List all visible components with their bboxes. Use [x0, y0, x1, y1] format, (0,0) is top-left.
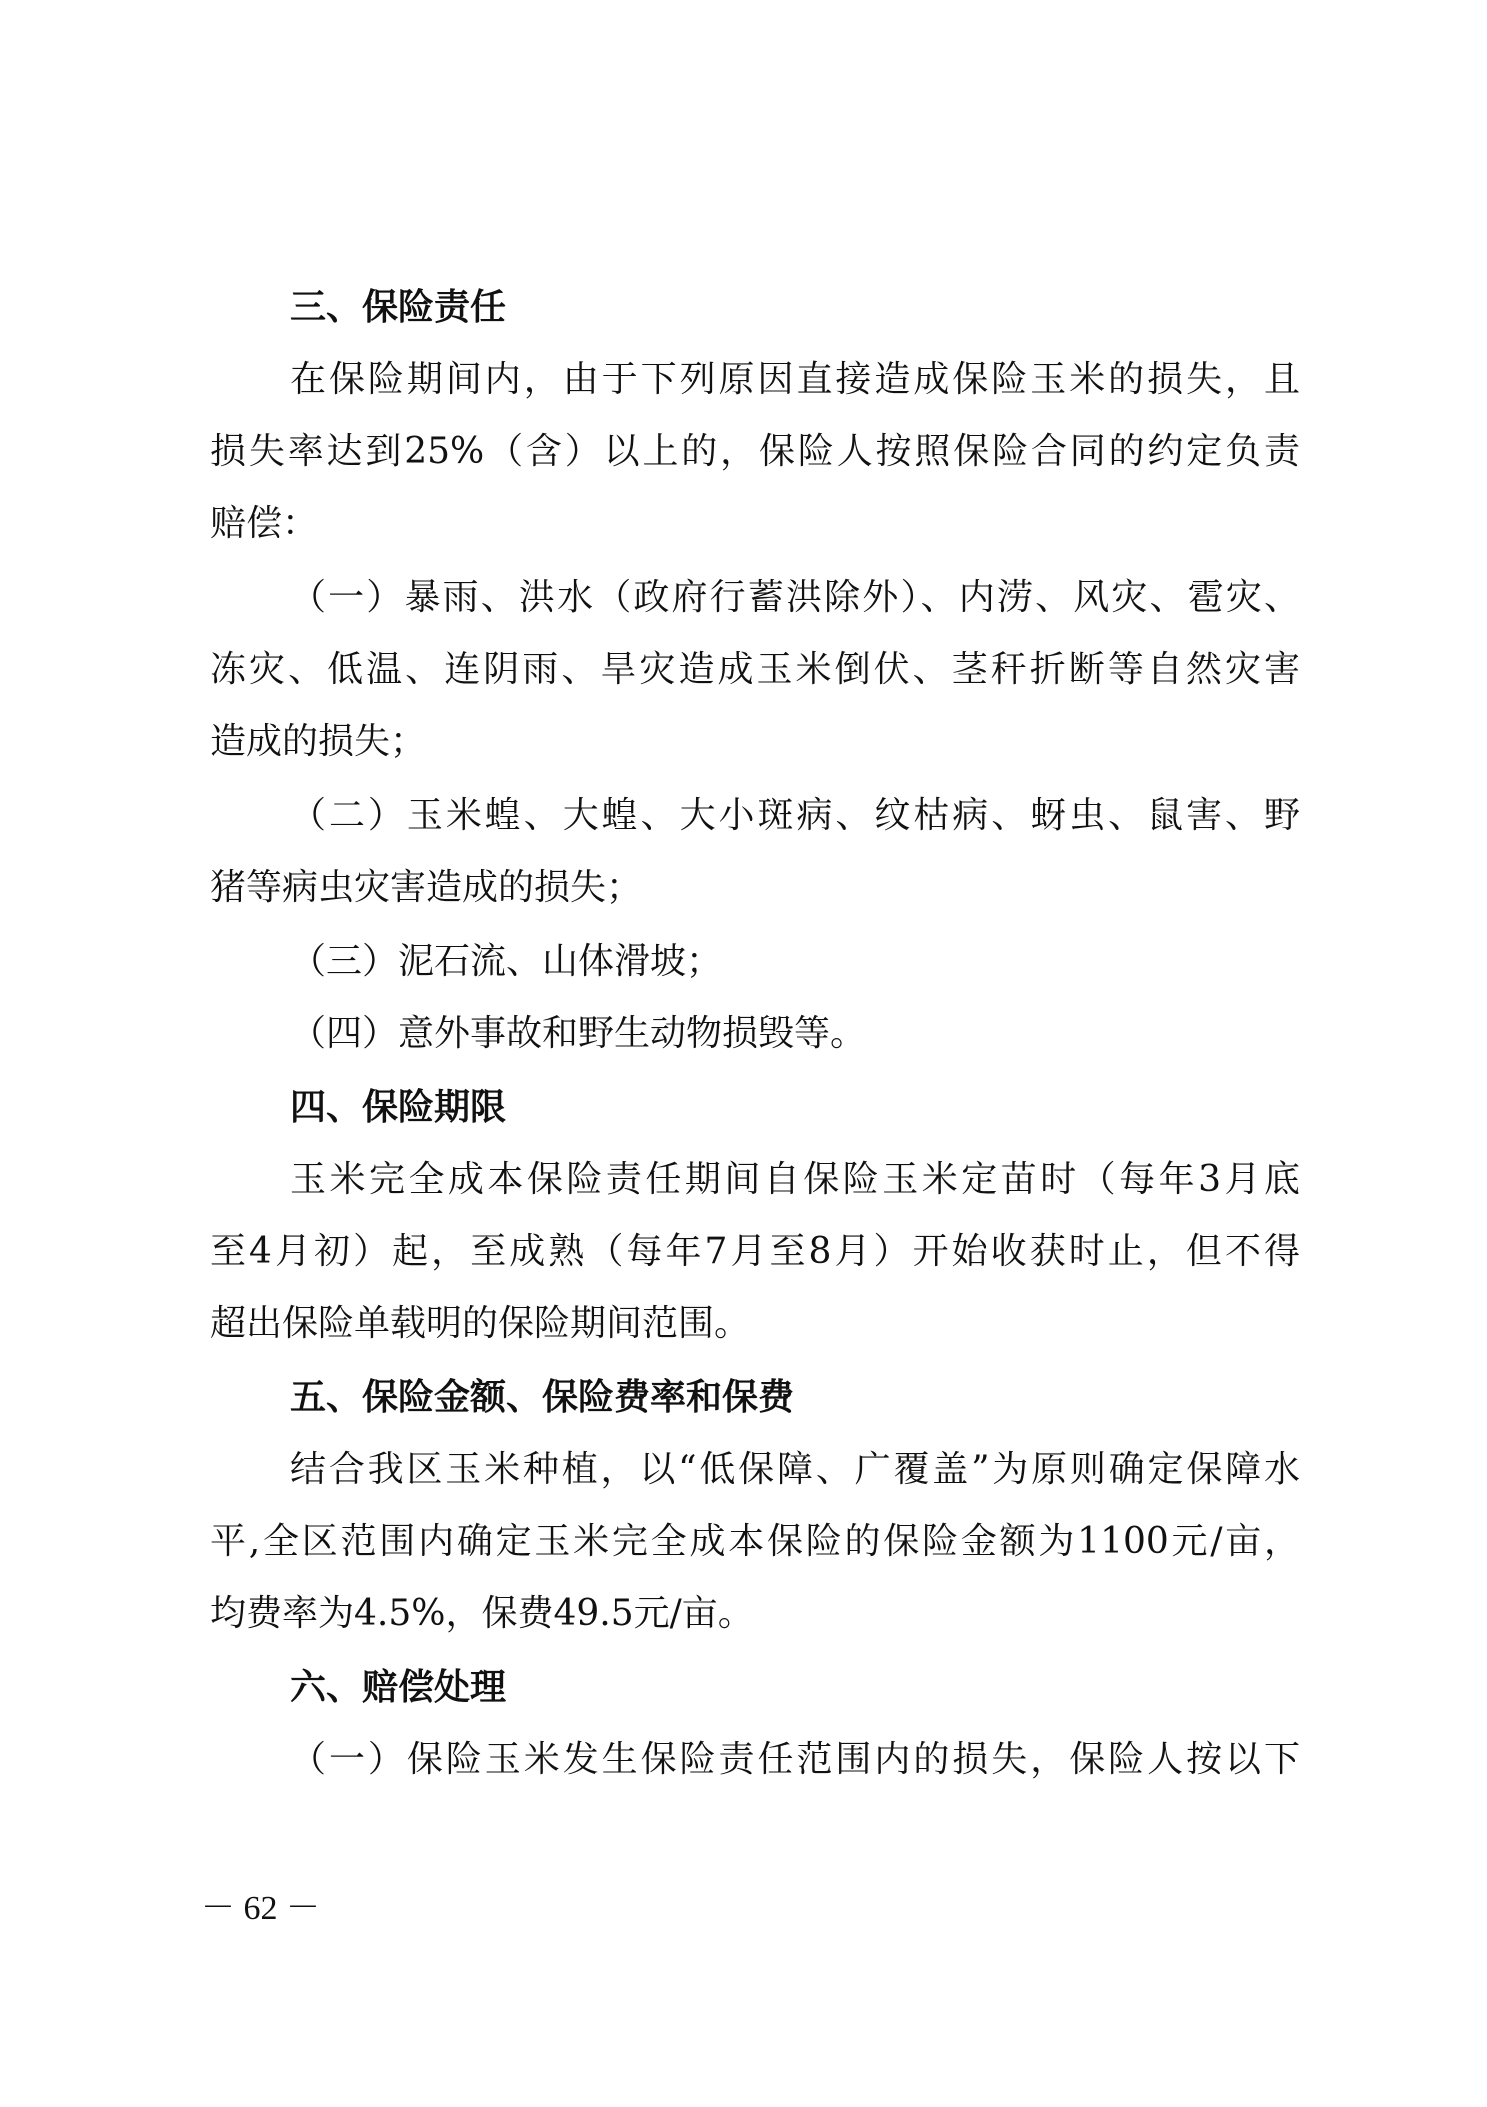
paragraph-line: （二）玉米蝗、大蝗、大小斑病、纹枯病、蚜虫、鼠害、野 [290, 795, 1300, 836]
paragraph-line: （四）意外事故和野生动物损毁等。 [290, 1013, 867, 1054]
paragraph-line: 超出保险单载明的保险期间范围。 [210, 1303, 751, 1344]
paragraph-line: 冻灾、低温、连阴雨、旱灾造成玉米倒伏、茎秆折断等自然灾害 [210, 649, 1300, 690]
paragraph-line: 均费率为4.5%，保费49.5元/亩。 [210, 1593, 754, 1634]
paragraph-line: 赔偿： [210, 503, 319, 544]
section-heading: 五、保险金额、保险费率和保费 [290, 1377, 795, 1418]
paragraph-line: 玉米完全成本保险责任期间自保险玉米定苗时（每年3月底 [290, 1159, 1300, 1200]
paragraph-line: （一）暴雨、洪水（政府行蓄洪除外）、内涝、风灾、雹灾、 [290, 577, 1300, 618]
paragraph-line: 猪等病虫灾害造成的损失； [210, 867, 643, 908]
paragraph-line: 造成的损失； [210, 721, 427, 762]
paragraph-line: （三）泥石流、山体滑坡； [290, 941, 723, 982]
paragraph-line: （一）保险玉米发生保险责任范围内的损失，保险人按以下 [290, 1739, 1300, 1780]
paragraph-line: 损失率达到25%（含）以上的，保险人按照保险合同的约定负责 [210, 431, 1300, 472]
section-heading: 六、赔偿处理 [290, 1667, 507, 1708]
paragraph-line: 结合我区玉米种植，以“低保障、广覆盖”为原则确定保障水 [290, 1449, 1300, 1490]
paragraph-line: 在保险期间内，由于下列原因直接造成保险玉米的损失，且 [290, 359, 1300, 400]
paragraph-line: 平,全区范围内确定玉米完全成本保险的保险金额为1100元/亩， [210, 1521, 1300, 1562]
section-heading: 四、保险期限 [290, 1087, 507, 1128]
section-heading: 三、保险责任 [290, 287, 507, 328]
page-number: － 62 － [201, 1890, 320, 1927]
paragraph-line: 至4月初）起，至成熟（每年7月至8月）开始收获时止，但不得 [210, 1231, 1300, 1272]
